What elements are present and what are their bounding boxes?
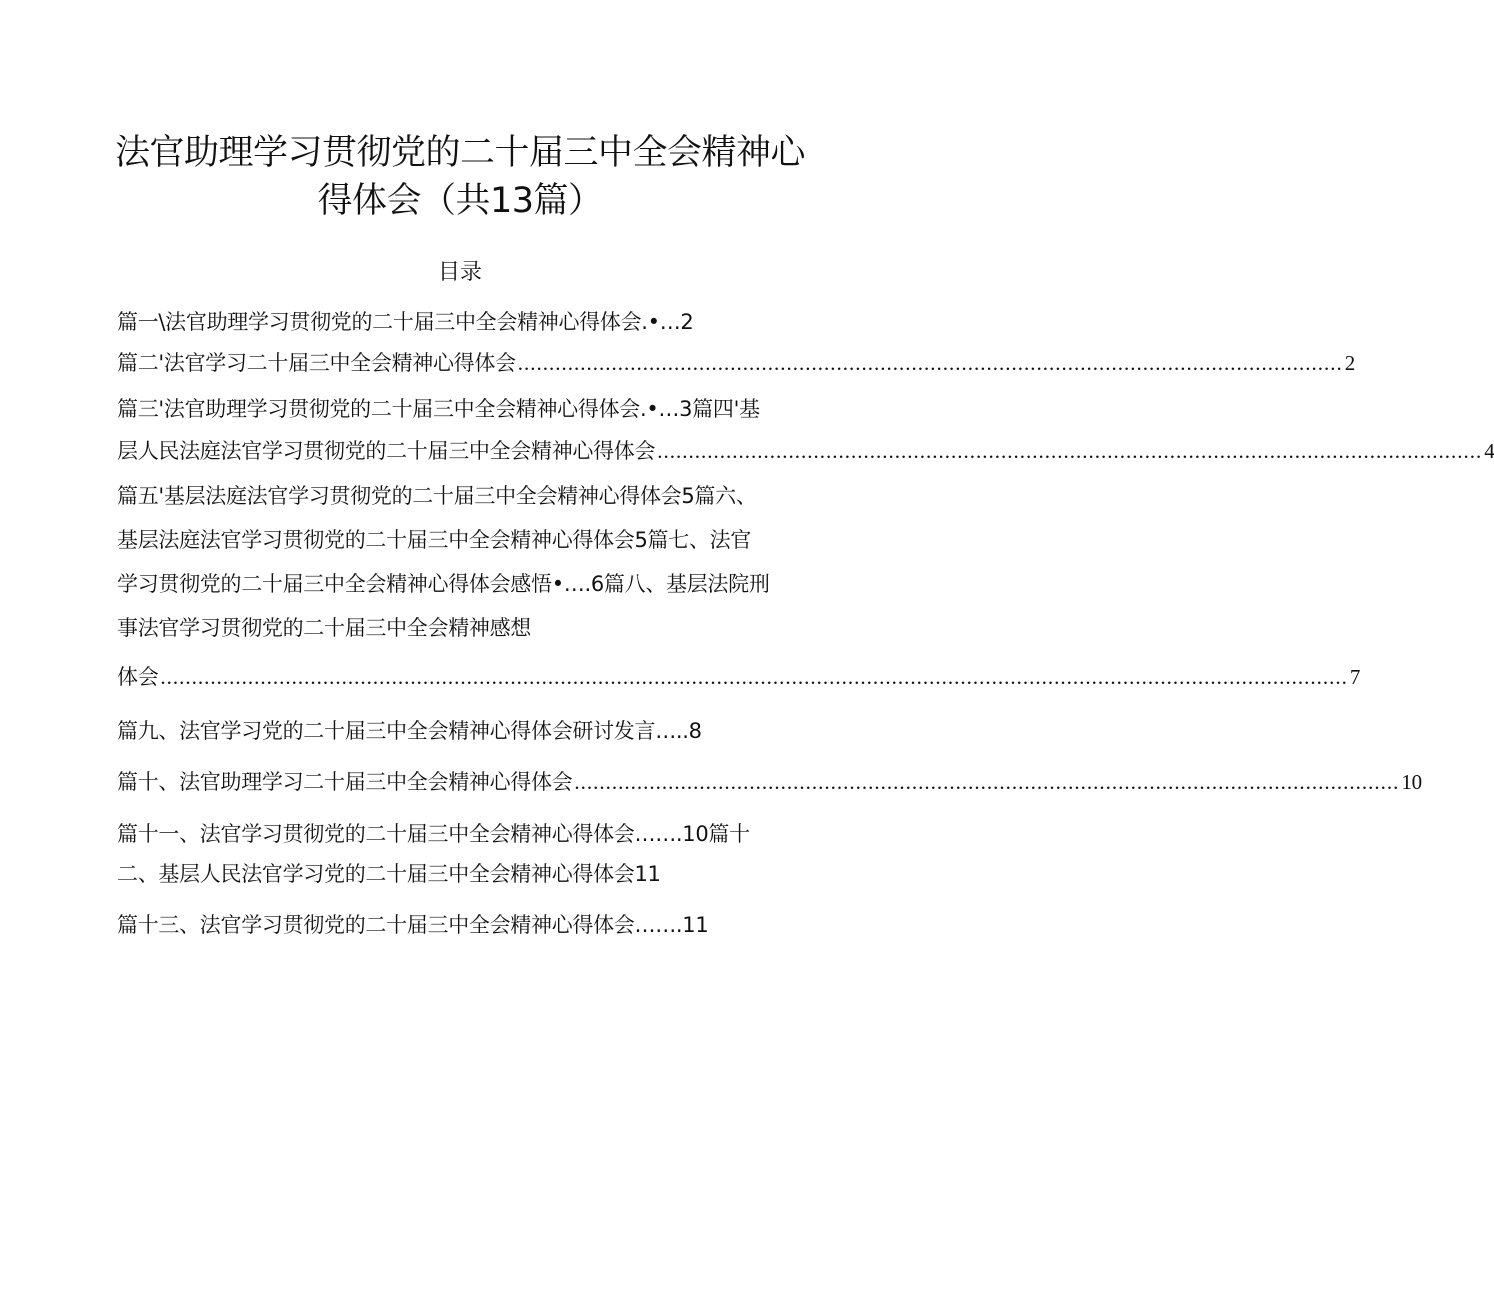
- toc-entry-text: 篇十、法官助理学习二十届三中全会精神心得体会: [117, 770, 573, 794]
- toc-line-7: 学习贯彻党的二十届三中全会精神心得体会感悟•….6篇八、基层法院刑: [117, 572, 770, 596]
- toc-line-8: 事法官学习贯彻党的二十届三中全会精神感想: [117, 616, 531, 640]
- toc-leader-dots: ....................................................................................................................................: [574, 770, 1400, 794]
- toc-entry-text: 体会: [117, 665, 159, 689]
- toc-entry-text: 层人民法庭法官学习贯彻党的二十届三中全会精神心得体会: [117, 439, 656, 463]
- toc-line-9: [117, 665, 1361, 689]
- toc-line-14: 篇十三、法官学习贯彻党的二十届三中全会精神心得体会…….11: [117, 913, 709, 937]
- toc-leader-dots: ....................................................................................................................................: [657, 439, 1483, 463]
- toc-line-6: 基层法庭法官学习贯彻党的二十届三中全会精神心得体会5篇七、法官: [117, 528, 752, 552]
- toc-line-1: 篇一\法官助理学习贯彻党的二十届三中全会精神心得体会.•…2: [117, 310, 694, 334]
- toc-line-4: [117, 439, 1494, 463]
- toc-leader-dots: ....................................................................................................................................: [517, 351, 1343, 375]
- toc-line-2: [117, 351, 1355, 375]
- toc-line-5: 篇五'基层法庭法官学习贯彻党的二十届三中全会精神心得体会5篇六、: [117, 484, 757, 508]
- toc-line-13: 二、基层人民法官学习党的二十届三中全会精神心得体会11: [117, 862, 661, 886]
- toc-page-number: 2: [1344, 351, 1355, 375]
- toc-heading: 目录: [437, 260, 482, 285]
- toc-line-12: 篇十一、法官学习贯彻党的二十届三中全会精神心得体会…….10篇十: [117, 822, 750, 846]
- toc-page-number: 4: [1484, 439, 1494, 463]
- toc-line-11: [117, 770, 1422, 794]
- toc-entry-text: 篇二'法官学习二十届三中全会精神心得体会: [117, 351, 516, 375]
- document-title-line-2: 得体会（共13篇）: [317, 181, 603, 221]
- toc-page-number: 10: [1401, 770, 1422, 794]
- document-title-line-1: 法官助理学习贯彻党的二十届三中全会精神心: [114, 133, 805, 173]
- toc-line-10: 篇九、法官学习党的二十届三中全会精神心得体会研讨发言…..8: [117, 719, 702, 743]
- toc-page-number: 7: [1349, 665, 1361, 689]
- toc-line-3: 篇三'法官助理学习贯彻党的二十届三中全会精神心得体会.•…3篇四'基: [117, 397, 760, 421]
- toc-leader-dots: ..............................................................................................................................................................................................: [160, 665, 1348, 689]
